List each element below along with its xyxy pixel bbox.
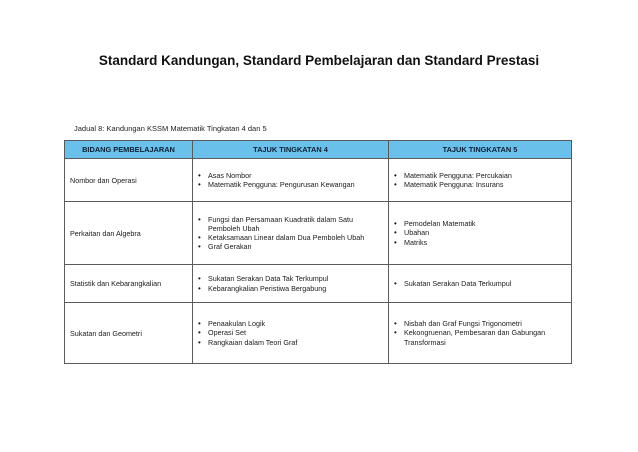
list-item: • Rangkaian dalam Teori Graf [197, 338, 384, 347]
learning-area-cell: Perkaitan dan Algebra [65, 202, 193, 265]
list-item: • Ketaksamaan Linear dalam Dua Pemboleh Ubah [197, 233, 384, 242]
table-row [65, 159, 572, 202]
table-caption: Jadual 8: Kandungan KSSM Matematik Tingkatan 4 dan 5 [74, 124, 267, 133]
kssm-content-table [64, 140, 572, 364]
form4-topics-cell [193, 159, 389, 202]
page-title: Standard Kandungan, Standard Pembelajaran dan Standard Prestasi [98, 53, 540, 68]
table-header-row [65, 141, 572, 159]
form5-topics-cell [389, 159, 572, 202]
list-item: • Pemodelan Matematik [393, 219, 567, 228]
header-learning-area: BIDANG PEMBELAJARAN [65, 141, 193, 159]
header-form5-topics: TAJUK TINGKATAN 5 [389, 141, 572, 159]
table-row [65, 265, 572, 303]
form5-topics-cell [389, 265, 572, 303]
form5-topics-cell [389, 303, 572, 364]
list-item: • Operasi Set [197, 328, 384, 337]
list-item: • Asas Nombor [197, 171, 384, 180]
header-form4-topics: TAJUK TINGKATAN 4 [193, 141, 389, 159]
list-item: • Ubahan [393, 228, 567, 237]
list-item: • Matematik Pengguna: Percukaian [393, 171, 567, 180]
form4-topics-cell [193, 202, 389, 265]
list-item: • Matriks [393, 238, 567, 247]
list-item: • Graf Gerakan [197, 242, 384, 251]
list-item: • Penaakulan Logik [197, 319, 384, 328]
table-row [65, 303, 572, 364]
list-item: • Kebarangkalian Peristiwa Bergabung [197, 284, 384, 293]
list-item: • Matematik Pengguna: Pengurusan Kewangan [197, 180, 384, 189]
list-item: • Matematik Pengguna: Insurans [393, 180, 567, 189]
list-item: • Sukatan Serakan Data Tak Terkumpul [197, 274, 384, 283]
learning-area-cell: Nombor dan Operasi [65, 159, 193, 202]
list-item: • Sukatan Serakan Data Terkumpul [393, 279, 567, 288]
form5-topics-cell [389, 202, 572, 265]
form4-topics-cell [193, 265, 389, 303]
list-item: • Kekongruenan, Pembesaran dan Gabungan Transformasi [393, 328, 567, 346]
list-item: • Fungsi dan Persamaan Kuadratik dalam Satu Pemboleh Ubah [197, 215, 384, 233]
list-item: • Nisbah dan Graf Fungsi Trigonometri [393, 319, 567, 328]
learning-area-cell: Statistik dan Kebarangkalian [65, 265, 193, 303]
table-row [65, 202, 572, 265]
form4-topics-cell [193, 303, 389, 364]
learning-area-cell: Sukatan dan Geometri [65, 303, 193, 364]
